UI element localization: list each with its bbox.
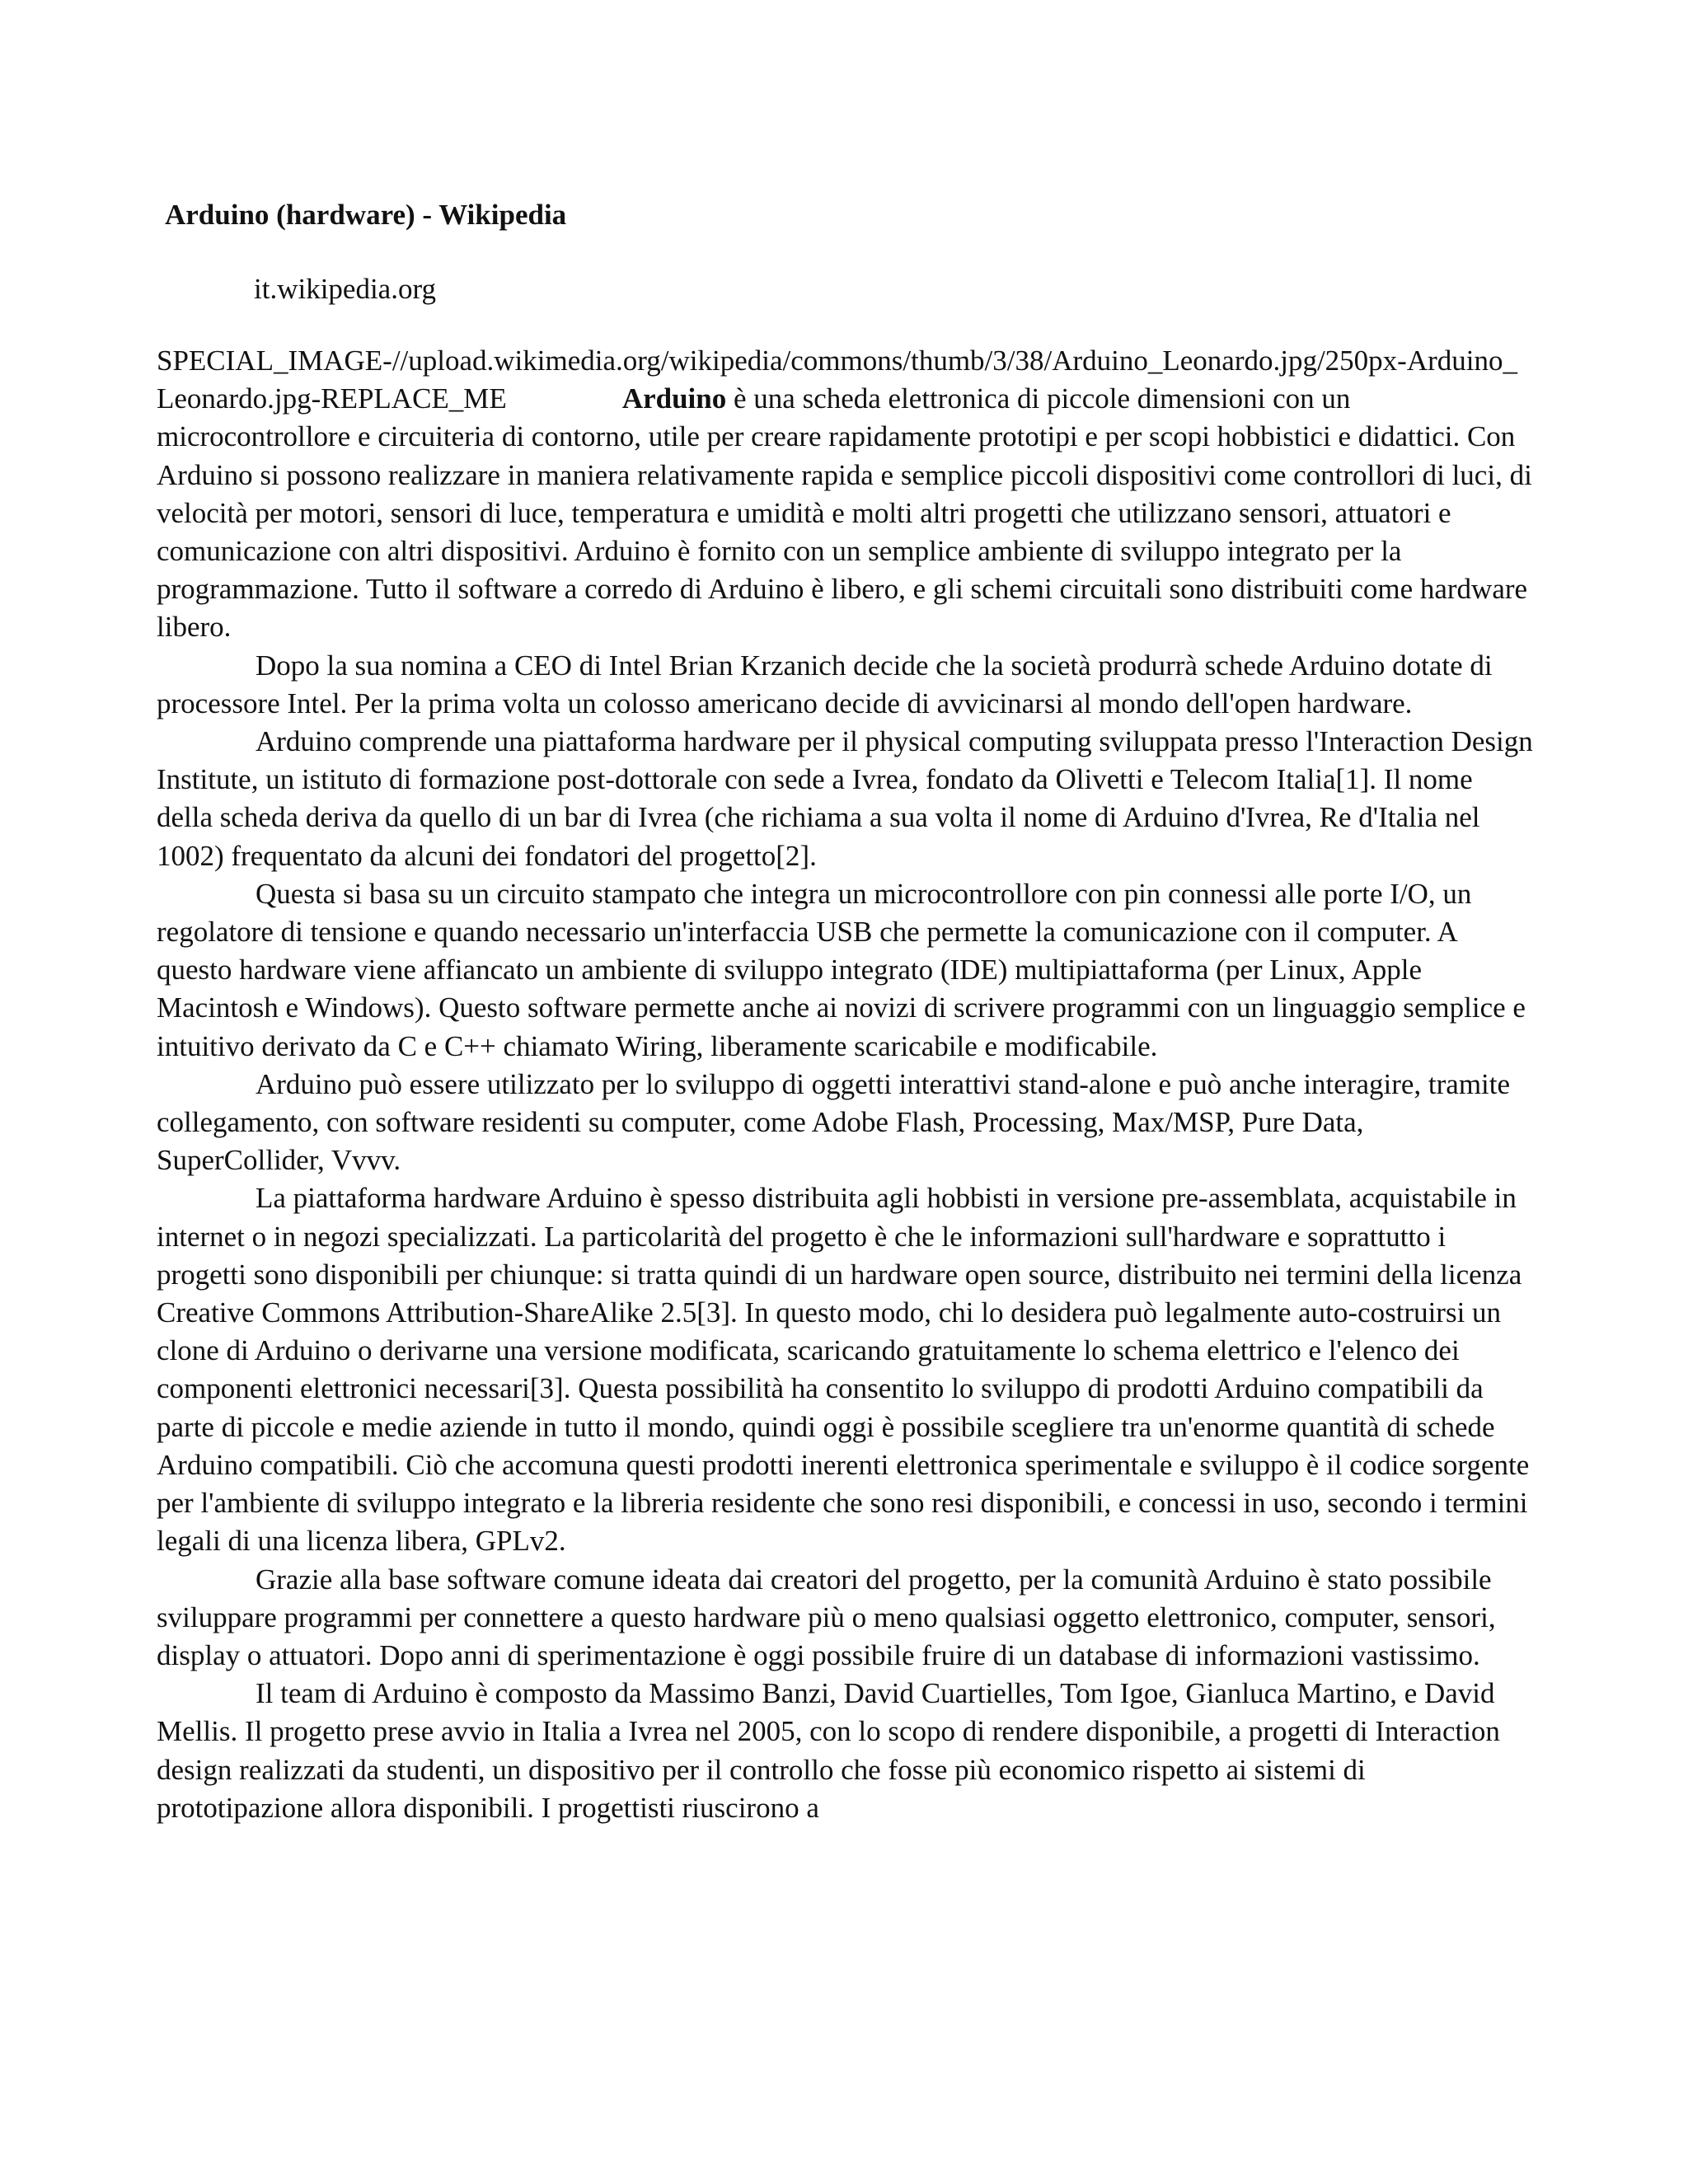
paragraph-interactive: Arduino può essere utilizzato per lo sviluppo di oggetti interattivi stand-alone e può anche interagire, tramite collegamento, con software residenti su computer, come Adobe Flash, Processing, Max/MSP, Pure Data, SuperCollider, Vvvv. <box>157 1067 1511 1177</box>
intro-bold-term: Arduino <box>621 382 727 415</box>
paragraph-open-hardware: La piattaforma hardware Arduino è spesso distribuita agli hobbisti in versione pre-assemblata, acquistabile in internet o in negozi specializzati. La particolarità del progetto è che le informazioni sull'hardware e soprattutto i progetti sono disponibili per chiunque: si tratta quindi di un hardware open source, distribuito nei termini della licenza Creative Commons Attribution-ShareAlike 2.5[3]. In questo modo, chi lo desidera può legalmente auto-costruirsi un clone di Arduino o derivarne una versione modificata, scaricando gratuitamente lo schema elettrico e l'elenco dei componenti elettronici necessari[3]. Questa possibilità ha consentito lo sviluppo di prodotti Arduino compatibili da parte di piccole e medie aziende in tutto il mondo, quindi oggi è possibile scegliere tra un'enorme quantità di schede Arduino compatibili. Ciò che accomuna questi prodotti inerenti elettronica sperimentale e sviluppo è il codice sorgente per l'ambiente di sviluppo integrato e la libreria residente che sono resi disponibili, e concessi in uso, secondo i termini legali di una licenza libera, GPLv2. <box>157 1182 1530 1558</box>
paragraph-team: Il team di Arduino è composto da Massimo Banzi, David Cuartielles, Tom Igoe, Gianluca Martino, e David Mellis. Il progetto prese avvio in Italia a Ivrea nel 2005, con lo scopo di rendere disponibile, a progetti di Interaction design realizzati da studenti, un dispositivo per il controllo che fosse più economico rispetto ai sistemi di prototipazione allora disponibili. I progettisti riuscirono a <box>157 1677 1500 1824</box>
intro-paragraph <box>157 342 1533 647</box>
paragraph-community: Grazie alla base software comune ideata dai creatori del progetto, per la comunità Arduino è stato possibile sviluppare programmi per connettere a questo hardware più o meno qualsiasi oggetto elettronico, computer, sensori, display o attuatori. Dopo anni di sperimentazione è oggi possibile fruire di un database di informazioni vastissimo. <box>157 1563 1496 1671</box>
paragraph-intel: Dopo la sua nomina a CEO di Intel Brian Krzanich decide che la società produrrà schede Arduino dotate di processore Intel. Per la prima volta un colosso americano decide di avvicinarsi al mondo dell'open hardware. <box>157 649 1493 719</box>
source-domain: it.wikipedia.org <box>254 273 436 305</box>
article-body <box>157 342 1533 1827</box>
document-title: Arduino (hardware) - Wikipedia <box>165 199 567 231</box>
paragraph-circuit: Questa si basa su un circuito stampato che integra un microcontrollore con pin connessi alle porte I/O, un regolatore di tensione e quando necessario un'interfaccia USB che permette la comunicazione con il computer. A questo hardware viene affiancato un ambiente di sviluppo integrato (IDE) multipiattaforma (per Linux, Apple Macintosh e Windows). Questo software permette anche ai novizi di scrivere programmi con un linguaggio semplice e intuitivo derivato da C e C++ chiamato Wiring, liberamente scaricabile e modificabile. <box>157 877 1526 1062</box>
paragraph-platform: Arduino comprende una piattaforma hardware per il physical computing sviluppata presso l'Interaction Design Institute, un istituto di formazione post-dottorale con sede a Ivrea, fondato da Olivetti e Telecom Italia[1]. Il nome della scheda deriva da quello di un bar di Ivrea (che richiama a sua volta il nome di Arduino d'Ivrea, Re d'Italia nel 1002) frequentato da alcuni dei fondatori del progetto[2]. <box>157 725 1533 872</box>
image-placeholder-text: SPECIAL_IMAGE-//upload.wikimedia.org/wikipedia/commons/thumb/3/38/Arduino_Leonardo.jpg/250px-Arduino_Leonardo.jpg-REPLACE_ME <box>157 344 1517 415</box>
intro-text: è una scheda elettronica di piccole dimensioni con un microcontrollore e circuiteria di contorno, utile per creare rapidamente prototipi e per scopi hobbistici e didattici. Con Arduino si possono realizzare in maniera relativamente rapida e semplice piccoli dispositivi come controllori di luci, di velocità per motori, sensori di luce, temperatura e umidità e molti altri progetti che utilizzano sensori, attuatori e comunicazione con altri dispositivi. Arduino è fornito con un semplice ambiente di sviluppo integrato per la programmazione. Tutto il software a corredo di Arduino è libero, e gli schemi circuitali sono distribuiti come hardware libero. <box>157 382 1532 644</box>
